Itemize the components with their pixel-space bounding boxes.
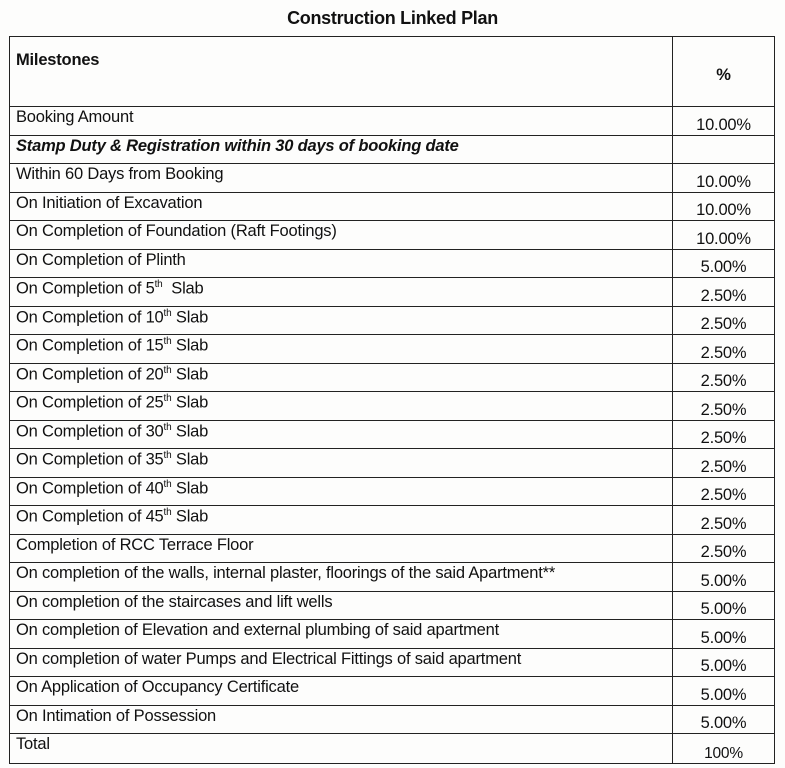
percent-cell: 5.00% (673, 591, 775, 620)
ordinal-suffix: th (163, 478, 172, 490)
ordinal-suffix: th (163, 364, 172, 376)
milestone-cell (10, 249, 673, 278)
header-milestones: Milestones (10, 37, 673, 107)
table-row (10, 506, 775, 535)
table-row (10, 591, 775, 620)
milestone-cell (10, 449, 673, 478)
percent-cell: 10.00% (673, 164, 775, 193)
table-row (10, 648, 775, 677)
page-title: Construction Linked Plan (287, 8, 498, 28)
milestone-label: Within 60 Days from Booking (16, 165, 224, 183)
table-row (10, 221, 775, 250)
percent-cell: 5.00% (673, 563, 775, 592)
ordinal-suffix: th (154, 279, 163, 290)
milestone-label: On Completion of Plinth (16, 250, 186, 269)
milestone-label: On completion of the staircases and lift wells (16, 592, 333, 611)
milestone-label: On Completion of 30 (16, 422, 164, 440)
table-row (10, 563, 775, 592)
ordinal-suffix: th (163, 393, 172, 404)
total-percent: 100% (673, 734, 775, 764)
ordinal-suffix: th (163, 450, 172, 461)
milestone-cell (10, 135, 673, 164)
percent-cell: 10.00% (673, 192, 775, 221)
percent-cell: 5.00% (673, 249, 775, 278)
percent-cell: 2.50% (673, 534, 775, 563)
percent-cell: 10.00% (673, 107, 775, 136)
milestone-cell (10, 705, 673, 734)
percent-cell: 5.00% (673, 648, 775, 677)
table-row (10, 420, 775, 449)
percent-cell: 2.50% (673, 306, 775, 335)
percent-cell: 2.50% (673, 420, 775, 449)
milestone-label: On Completion of 20 (16, 365, 164, 383)
table-row (10, 135, 775, 164)
percent-cell: 5.00% (673, 705, 775, 734)
ordinal-suffix: th (163, 507, 172, 518)
milestone-cell (10, 620, 673, 649)
milestone-cell (10, 335, 673, 364)
table-row (10, 620, 775, 649)
milestone-label: On Intimation of Possession (16, 706, 217, 725)
percent-cell: 2.50% (673, 363, 775, 392)
milestone-label: Completion of RCC Terrace Floor (16, 535, 254, 554)
total-row (10, 734, 775, 764)
milestone-label: On completion of water Pumps and Electrical Fittings of said apartment (16, 649, 522, 668)
milestone-cell (10, 506, 673, 535)
milestone-cell (10, 677, 673, 706)
milestone-cell (10, 278, 673, 307)
milestone-label: On Completion of 45 (16, 507, 164, 526)
table-row (10, 107, 775, 136)
table-row (10, 335, 775, 364)
table-row (10, 363, 775, 392)
milestone-label: On Initiation of Excavation (16, 193, 203, 212)
percent-cell: 2.50% (673, 477, 775, 506)
milestone-cell (10, 164, 673, 193)
milestone-label: On Application of Occupancy Certificate (16, 678, 299, 696)
percent-cell: 5.00% (673, 620, 775, 649)
milestone-label-suffix: Slab (171, 365, 209, 383)
milestone-label: On Completion of 5 (16, 279, 155, 298)
milestone-cell (10, 591, 673, 620)
milestone-label: On Completion of 15 (16, 336, 164, 355)
milestone-cell (10, 563, 673, 592)
milestone-cell (10, 648, 673, 677)
milestone-label-suffix: Slab (171, 450, 209, 469)
milestone-label: On Completion of 35 (16, 450, 164, 469)
milestone-label-suffix: Slab (171, 422, 209, 440)
milestone-label-suffix: Slab (162, 279, 204, 298)
payment-plan-table (9, 36, 775, 764)
table-row (10, 449, 775, 478)
ordinal-suffix: th (163, 336, 172, 347)
milestone-label-suffix: Slab (171, 479, 209, 497)
percent-cell: 2.50% (673, 392, 775, 421)
milestone-label: On Completion of 10 (16, 308, 164, 326)
percent-cell (673, 135, 775, 164)
table-row (10, 477, 775, 506)
milestone-label: On completion of Elevation and external plumbing of said apartment (16, 621, 500, 639)
milestone-label-suffix: Slab (171, 336, 209, 355)
percent-cell: 2.50% (673, 506, 775, 535)
milestone-cell (10, 420, 673, 449)
table-row (10, 278, 775, 307)
milestone-label-suffix: Slab (171, 308, 209, 326)
milestone-cell (10, 192, 673, 221)
table-row (10, 192, 775, 221)
percent-cell: 5.00% (673, 677, 775, 706)
table-row (10, 677, 775, 706)
table-row (10, 249, 775, 278)
milestone-label: Stamp Duty & Registration within 30 days of booking date (16, 136, 459, 155)
table-header-row (10, 37, 775, 107)
milestone-label: On Completion of Foundation (Raft Footings) (16, 222, 337, 240)
milestone-cell (10, 392, 673, 421)
percent-cell: 2.50% (673, 449, 775, 478)
percent-cell: 2.50% (673, 278, 775, 307)
table-row (10, 705, 775, 734)
table-row (10, 392, 775, 421)
total-label: Total (10, 734, 673, 764)
table-row (10, 534, 775, 563)
milestone-label-suffix: Slab (171, 507, 209, 526)
table-row (10, 164, 775, 193)
ordinal-suffix: th (163, 307, 172, 319)
milestone-cell (10, 306, 673, 335)
milestone-label: On Completion of 40 (16, 479, 164, 497)
milestone-label: On completion of the walls, internal plaster, floorings of the said Apartment** (16, 564, 556, 582)
milestone-label: On Completion of 25 (16, 393, 164, 412)
ordinal-suffix: th (163, 421, 172, 433)
milestone-label-suffix: Slab (171, 393, 209, 412)
milestone-cell (10, 363, 673, 392)
header-percent: % (673, 37, 775, 107)
milestone-cell (10, 221, 673, 250)
milestone-cell (10, 107, 673, 136)
percent-cell: 2.50% (673, 335, 775, 364)
milestone-cell (10, 477, 673, 506)
percent-cell: 10.00% (673, 221, 775, 250)
milestone-label: Booking Amount (16, 108, 134, 126)
table-row (10, 306, 775, 335)
milestone-cell (10, 534, 673, 563)
